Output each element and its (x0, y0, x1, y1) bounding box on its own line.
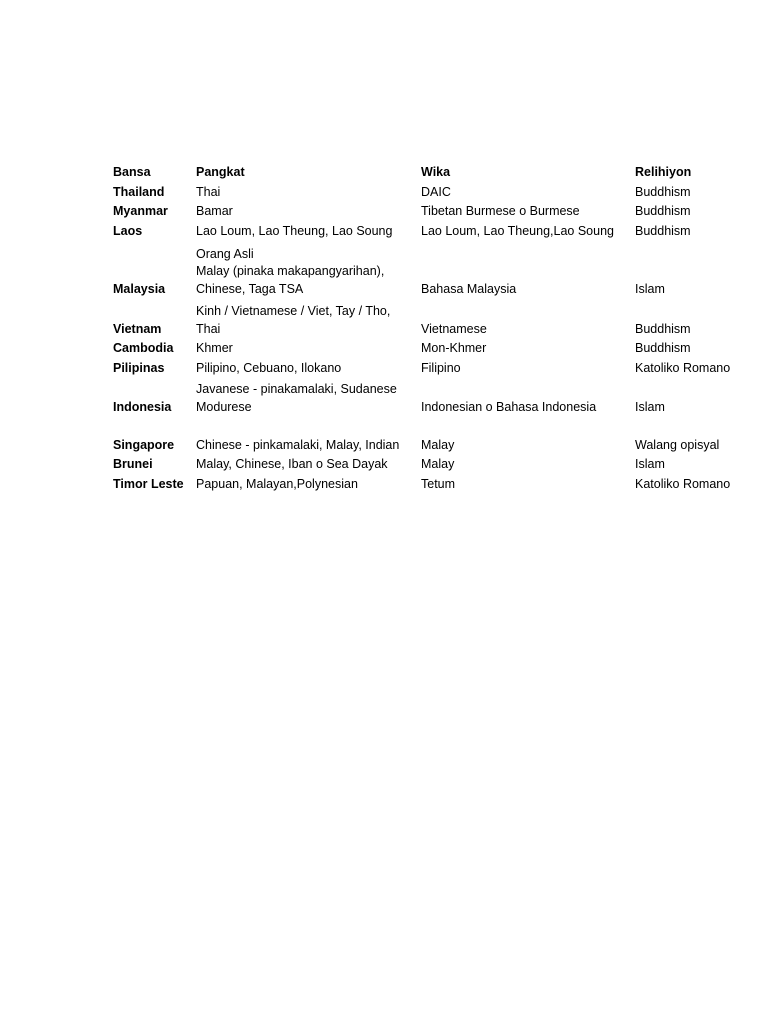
language-cell: Bahasa Malaysia (421, 281, 517, 296)
table-row (113, 201, 763, 221)
country-cell: Timor Leste (113, 476, 184, 491)
header-country: Bansa (113, 165, 151, 179)
language-cell: Tetum (421, 476, 456, 491)
table-header-row (113, 162, 763, 182)
language-cell: Mon-Khmer (421, 341, 487, 355)
table-row (113, 416, 763, 454)
people-line: Javanese - pinakamalaki, Sudanese (196, 382, 397, 396)
country-cell: Malaysia (113, 281, 166, 296)
language-cell: Lao Loum, Lao Theung,Lao Soung (421, 223, 614, 238)
table-row (113, 298, 763, 338)
language-cell: DAIC (421, 184, 451, 199)
religion-cell: Buddhism (635, 184, 691, 199)
people-cell (196, 360, 421, 378)
people-cell (196, 246, 421, 299)
people-cell (196, 381, 421, 416)
country-cell: Thailand (113, 184, 165, 199)
people-line: Bamar (196, 204, 233, 218)
table-row (113, 221, 763, 241)
table-row (113, 454, 763, 474)
country-cell: Singapore (113, 437, 175, 452)
header-religion: Relihiyon (635, 165, 692, 179)
people-cell (196, 476, 421, 494)
language-cell: Tibetan Burmese o Burmese (421, 204, 580, 218)
people-cell (196, 203, 421, 221)
religion-cell: Buddhism (635, 341, 691, 355)
people-line: Orang Asli (196, 246, 254, 261)
people-cell (196, 437, 421, 455)
religion-cell: Islam (635, 281, 665, 296)
language-cell: Malay (421, 457, 455, 471)
people-line: Chinese, Taga TSA (196, 281, 304, 296)
people-cell (196, 340, 421, 358)
country-cell: Laos (113, 223, 143, 238)
people-line: Thai (196, 184, 221, 199)
people-line: Khmer (196, 341, 233, 355)
people-cell (196, 303, 421, 338)
country-cell: Indonesia (113, 399, 172, 414)
religion-cell: Katoliko Romano (635, 360, 731, 375)
language-cell: Indonesian o Bahasa Indonesia (421, 399, 597, 414)
spreadsheet-table (113, 162, 763, 493)
people-line: Papuan, Malayan,Polynesian (196, 476, 358, 491)
religion-cell: Buddhism (635, 321, 691, 336)
religion-cell: Buddhism (635, 204, 691, 218)
people-line: Pilipino, Cebuano, Ilokano (196, 360, 342, 375)
table-row (113, 338, 763, 358)
table-row (113, 358, 763, 378)
people-line: Lao Loum, Lao Theung, Lao Soung (196, 223, 393, 238)
religion-cell: Islam (635, 457, 665, 471)
table-row (113, 240, 763, 298)
people-line: Thai (196, 321, 221, 336)
language-cell: Vietnamese (421, 321, 487, 336)
people-line: Modurese (196, 399, 252, 414)
country-cell: Vietnam (113, 321, 162, 336)
header-people: Pangkat (196, 165, 245, 179)
header-language: Wika (421, 165, 451, 179)
table-row (113, 474, 763, 494)
people-line: Chinese - pinkamalaki, Malay, Indian (196, 437, 400, 452)
country-cell: Myanmar (113, 204, 168, 218)
religion-cell: Walang opisyal (635, 437, 720, 452)
country-cell: Pilipinas (113, 360, 165, 375)
people-line: Malay, Chinese, Iban o Sea Dayak (196, 457, 388, 471)
people-cell (196, 184, 421, 202)
table-row (113, 377, 763, 416)
people-line: Malay (pinaka makapangyarihan), (196, 264, 385, 278)
people-cell (196, 223, 421, 241)
language-cell: Filipino (421, 360, 461, 375)
language-cell: Malay (421, 437, 455, 452)
country-cell: Brunei (113, 457, 153, 471)
country-cell: Cambodia (113, 341, 174, 355)
religion-cell: Islam (635, 399, 665, 414)
religion-cell: Katoliko Romano (635, 476, 731, 491)
people-cell (196, 456, 421, 474)
people-line: Kinh / Vietnamese / Viet, Tay / Tho, (196, 304, 391, 318)
table-row (113, 182, 763, 202)
religion-cell: Buddhism (635, 223, 691, 238)
